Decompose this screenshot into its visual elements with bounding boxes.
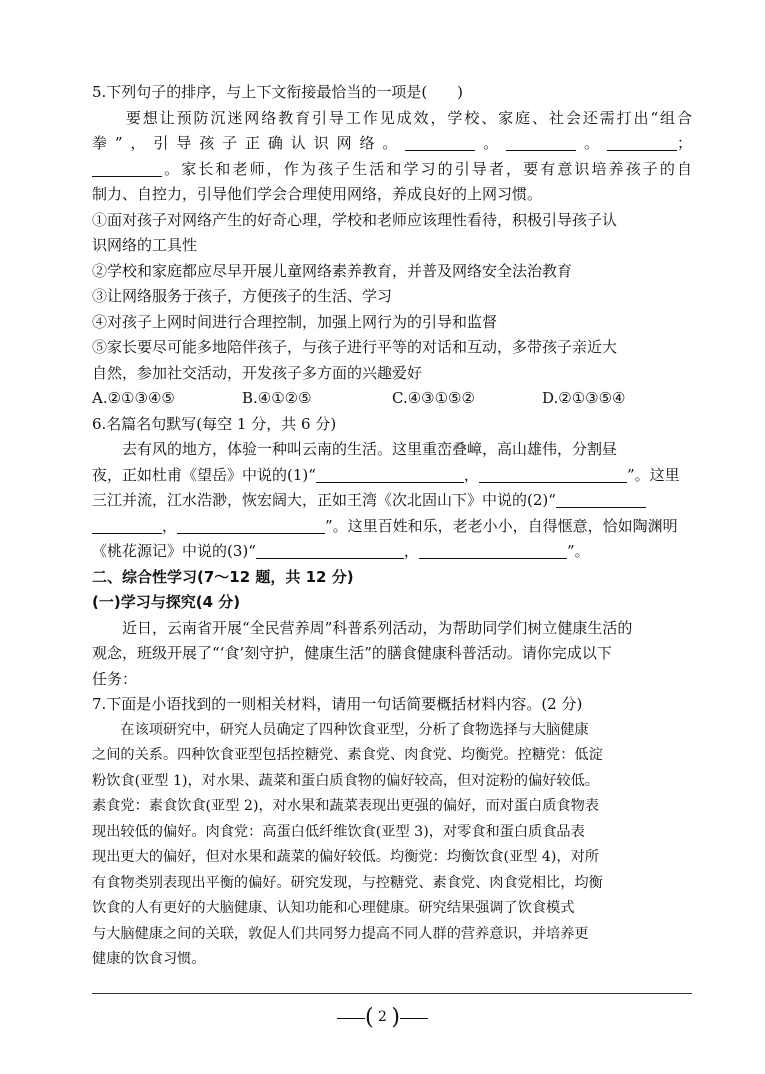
answer-blank[interactable]	[506, 133, 576, 151]
option-b[interactable]: B.④①②⑤	[242, 389, 312, 407]
q5-passage-line: 制力、自控力，引导他们学会合理使用网络，养成良好的上网习惯。	[92, 185, 543, 203]
q5-options	[92, 386, 692, 412]
section-intro: 近日，云南省开展“全民营养周”科普系列活动，为帮助同学们树立健康生活的	[92, 618, 633, 637]
option-c[interactable]: C.④③①⑤②	[392, 389, 475, 407]
material-line: 粉饮食(亚型 1)，对水果、蔬菜和蛋白质食物的偏好较高，但对淀粉的偏好较低。	[92, 772, 599, 789]
q5-passage-line: 。家长和老师，作为孩子生活和学习的引导者，要有意识培养孩子的自	[92, 157, 692, 183]
page-content	[92, 80, 692, 973]
option-a[interactable]: A.②①③④⑤	[92, 389, 175, 407]
answer-blank[interactable]	[92, 516, 162, 534]
q5-item: ①面对孩子对网络产生的好奇心理，学校和老师应该理性看待，积极引导孩子认	[92, 210, 618, 229]
material-line: 健康的饮食习惯。	[92, 951, 206, 967]
material-line: 有食物类别表现出平衡的偏好。研究发现，与控糖党、素食党、肉食党相比，均衡	[92, 874, 603, 891]
answer-blank[interactable]	[419, 541, 567, 559]
answer-blank[interactable]	[256, 541, 404, 559]
q6-line: ， ”。这里百姓和乐，老老小小，自得惬意，恰如陶渊明	[92, 514, 692, 540]
answer-blank[interactable]	[607, 133, 677, 151]
q7-material	[92, 718, 692, 973]
footer-divider	[92, 993, 692, 994]
section-intro: 观念，班级开展了“‘食’刻守护，健康生活”的膳食健康科普活动。请你完成以下	[92, 644, 612, 662]
material-line: 在该项研究中，研究人员确定了四种饮食亚型，分析了食物选择与大脑健康	[92, 721, 589, 738]
q5-item: 自然，参加社交活动，开发孩子多方面的兴趣爱好	[92, 363, 423, 382]
material-line: 素食党：素食饮食(亚型 2)，对水果和蔬菜表现出更强的偏好，而对蛋白质食物表	[92, 798, 599, 814]
q6-line: 夜，正如杜甫《望岳》中说的(1)“ ， ”。这里	[92, 465, 680, 484]
q5-item: ②学校和家庭都应尽早开展儿童网络素养教育，并普及网络安全法治教育	[92, 261, 573, 280]
q6-line: 三江并流，江水浩渺，恢宏阔大，正如王湾《次北固山下》中说的(2)“	[92, 488, 692, 514]
answer-blank[interactable]	[556, 490, 646, 508]
answer-blank[interactable]	[316, 465, 464, 483]
answer-blank[interactable]	[92, 159, 162, 177]
q5-title: 5.下列句子的排序，与上下文衔接最恰当的一项是( )	[92, 83, 464, 101]
q5-item: 识网络的工具性	[92, 236, 198, 254]
page-number: ( 2 )	[0, 1005, 765, 1030]
q5-passage-line: 要想让预防沉迷网络教育引导工作见成效，学校、家庭、社会还需打出“组合	[92, 108, 692, 127]
option-d[interactable]: D.②①③⑤④	[542, 389, 626, 407]
q6-line: 去有风的地方，体验一种叫云南的生活。这里重峦叠嶂，高山雄伟，分割昼	[92, 440, 618, 458]
material-line: 之间的关系。四种饮食亚型包括控糖党、素食党、肉食党、均衡党。控糖党：低淀	[92, 747, 603, 763]
page-number-text: 2	[378, 1009, 387, 1025]
material-line: 饮食的人有更好的大脑健康、认知功能和心理健康。研究结果强调了饮食模式	[92, 900, 575, 916]
section-intro: 任务：	[92, 669, 138, 688]
footer-ornament	[400, 1018, 428, 1019]
answer-blank[interactable]	[177, 516, 325, 534]
q7-title: 7.下面是小语找到的一则相关材料，请用一句话简要概括材料内容。(2 分)	[92, 695, 583, 713]
q5-item: ④对孩子上网时间进行合理控制，加强上网行为的引导和监督	[92, 312, 498, 331]
section-title: 二、综合性学习(7～12 题，共 12 分)	[92, 567, 354, 586]
q5-item: ⑤家长要尽可能多地陪伴孩子，与孩子进行平等的对话和互动，多带孩子亲近大	[92, 338, 618, 356]
q6-line: 《桃花源记》中说的(3)“ ， ”。	[92, 542, 590, 560]
subsection-title: (一)学习与探究(4 分)	[92, 593, 241, 611]
q5-passage-line: 拳”，引导孩子正确认识网络。 。 。 ；	[92, 134, 692, 152]
material-line: 现出更大的偏好，但对水果和蔬菜的偏好较低。均衡党：均衡饮食(亚型 4)，对所	[92, 849, 599, 865]
material-line: 现出较低的偏好。肉食党：高蛋白低纤维饮食(亚型 3)，对零食和蛋白质食品表	[92, 823, 585, 840]
material-line: 与大脑健康之间的关联，敦促人们共同努力提高不同人群的营养意识，并培养更	[92, 925, 589, 942]
answer-blank[interactable]	[405, 133, 475, 151]
footer-ornament	[337, 1018, 365, 1019]
answer-blank[interactable]	[479, 465, 627, 483]
q5-item: ③让网络服务于孩子，方便孩子的生活、学习	[92, 287, 393, 305]
q6-title: 6.名篇名句默写(每空 1 分，共 6 分)	[92, 414, 337, 433]
